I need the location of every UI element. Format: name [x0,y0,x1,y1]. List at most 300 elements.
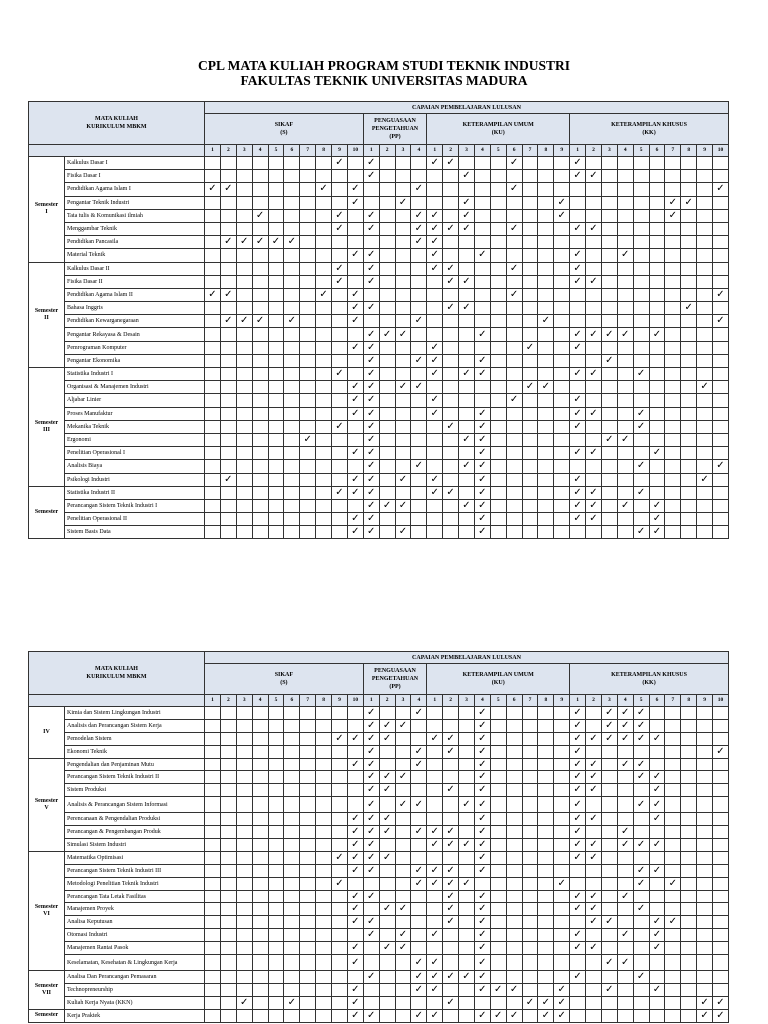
empty-cell [220,839,236,852]
empty-cell [459,745,475,758]
check-mark-icon: ✓ [570,758,586,771]
table-row [29,262,729,275]
empty-cell [601,473,617,486]
empty-cell [284,209,300,222]
check-mark-icon: ✓ [427,354,443,367]
empty-cell [713,447,729,460]
check-mark-icon: ✓ [633,864,649,877]
table-row [29,288,729,301]
empty-cell [379,996,395,1009]
empty-cell [490,745,506,758]
check-mark-icon: ✓ [601,719,617,732]
empty-cell [347,170,363,183]
empty-cell [459,381,475,394]
empty-cell [649,407,665,420]
empty-cell [443,328,459,341]
column-number: 3 [459,145,475,157]
empty-cell [205,420,221,433]
check-mark-icon: ✓ [570,170,586,183]
check-mark-icon: ✓ [474,971,490,984]
empty-cell [252,707,268,720]
empty-cell [697,916,713,929]
check-mark-icon: ✓ [347,302,363,315]
empty-cell [284,288,300,301]
empty-cell [697,499,713,512]
empty-cell [411,732,427,745]
check-mark-icon: ✓ [363,157,379,170]
empty-cell [427,942,443,955]
check-mark-icon: ✓ [586,890,602,903]
empty-cell [713,784,729,797]
empty-cell [220,407,236,420]
empty-cell [268,719,284,732]
empty-cell [633,851,649,864]
empty-cell [220,447,236,460]
empty-cell [363,996,379,1009]
empty-cell [252,797,268,813]
check-mark-icon: ✓ [347,813,363,826]
empty-cell [316,236,332,249]
empty-cell [617,275,633,288]
empty-cell [601,1009,617,1022]
empty-cell [395,183,411,196]
empty-cell [459,771,475,784]
empty-cell [538,797,554,813]
check-mark-icon: ✓ [443,486,459,499]
empty-cell [633,328,649,341]
empty-cell [332,354,348,367]
course-name: Kalkulus Dasar II [65,262,205,275]
empty-cell [411,839,427,852]
check-mark-icon: ✓ [252,236,268,249]
empty-cell [316,499,332,512]
empty-cell [220,420,236,433]
empty-cell [538,368,554,381]
course-name: Perancangan Sistem Teknik Industri III [65,864,205,877]
empty-cell [601,196,617,209]
empty-cell [649,890,665,903]
empty-cell [395,394,411,407]
empty-cell [633,262,649,275]
empty-cell [205,157,221,170]
empty-cell [538,916,554,929]
empty-cell [554,890,570,903]
empty-cell [506,955,522,971]
check-mark-icon: ✓ [713,745,729,758]
table-row [29,236,729,249]
check-mark-icon: ✓ [363,460,379,473]
empty-cell [649,826,665,839]
empty-cell [459,157,475,170]
empty-cell [268,813,284,826]
check-mark-icon: ✓ [363,341,379,354]
empty-cell [316,903,332,916]
empty-cell [633,784,649,797]
empty-cell [284,864,300,877]
check-mark-icon: ✓ [570,513,586,526]
empty-cell [236,771,252,784]
empty-cell [617,903,633,916]
empty-cell [236,302,252,315]
check-mark-icon: ✓ [363,368,379,381]
empty-cell [522,460,538,473]
check-mark-icon: ✓ [570,368,586,381]
column-number: 3 [395,695,411,707]
empty-cell [586,354,602,367]
empty-cell [205,719,221,732]
empty-cell [490,222,506,235]
empty-cell [570,196,586,209]
column-number: 3 [236,695,252,707]
check-mark-icon: ✓ [205,288,221,301]
check-mark-icon: ✓ [347,983,363,996]
empty-cell [236,745,252,758]
check-mark-icon: ✓ [363,707,379,720]
check-mark-icon: ✓ [411,877,427,890]
empty-cell [443,797,459,813]
check-mark-icon: ✓ [363,971,379,984]
empty-cell [252,996,268,1009]
empty-cell [617,354,633,367]
semester-label-line: Semester [34,982,59,989]
empty-cell [570,996,586,1009]
empty-cell [427,183,443,196]
empty-cell [522,368,538,381]
empty-cell [427,513,443,526]
empty-cell [570,315,586,328]
empty-cell [554,942,570,955]
empty-cell [205,996,221,1009]
empty-cell [681,813,697,826]
check-mark-icon: ✓ [347,851,363,864]
empty-cell [443,209,459,222]
empty-cell [316,996,332,1009]
empty-cell [586,236,602,249]
column-number: 1 [205,695,221,707]
empty-cell [617,851,633,864]
empty-cell [395,486,411,499]
empty-cell [586,526,602,539]
check-mark-icon: ✓ [411,955,427,971]
empty-cell [681,249,697,262]
empty-cell [649,996,665,1009]
empty-cell [236,381,252,394]
table-row [29,183,729,196]
table-row [29,394,729,407]
check-mark-icon: ✓ [411,354,427,367]
empty-cell [713,903,729,916]
empty-cell [665,983,681,996]
empty-cell [220,971,236,984]
empty-cell [554,302,570,315]
empty-cell [570,183,586,196]
semester-label [29,157,65,263]
empty-cell [586,262,602,275]
empty-cell [554,719,570,732]
empty-cell [220,196,236,209]
empty-cell [649,209,665,222]
check-mark-icon: ✓ [601,354,617,367]
empty-cell [649,236,665,249]
empty-cell [601,275,617,288]
empty-cell [316,394,332,407]
check-mark-icon: ✓ [570,394,586,407]
check-mark-icon: ✓ [347,513,363,526]
check-mark-icon: ✓ [474,526,490,539]
check-mark-icon: ✓ [649,328,665,341]
empty-cell [554,707,570,720]
empty-cell [284,929,300,942]
check-mark-icon: ✓ [570,707,586,720]
empty-cell [665,839,681,852]
empty-cell [379,262,395,275]
check-mark-icon: ✓ [347,486,363,499]
course-name: Material Teknik [65,249,205,262]
check-mark-icon: ✓ [347,381,363,394]
empty-cell [522,771,538,784]
check-mark-icon: ✓ [570,745,586,758]
check-mark-icon: ✓ [443,839,459,852]
column-number: 2 [220,145,236,157]
check-mark-icon: ✓ [554,196,570,209]
empty-cell [205,275,221,288]
empty-cell [617,196,633,209]
empty-cell [665,275,681,288]
course-name: Kalkulus Dasar I [65,157,205,170]
course-name: Pendidikan Agama Islam I [65,183,205,196]
check-mark-icon: ✓ [633,971,649,984]
empty-cell [649,851,665,864]
check-mark-icon: ✓ [570,420,586,433]
empty-cell [347,368,363,381]
empty-cell [395,745,411,758]
empty-cell [490,526,506,539]
empty-cell [697,209,713,222]
empty-cell [332,890,348,903]
semester-label-line: Semester [34,1012,59,1019]
column-number: 9 [554,145,570,157]
check-mark-icon: ✓ [570,903,586,916]
empty-cell [681,288,697,301]
empty-cell [617,368,633,381]
empty-cell [300,851,316,864]
check-mark-icon: ✓ [570,447,586,460]
empty-cell [236,407,252,420]
empty-cell [633,813,649,826]
empty-cell [713,381,729,394]
table-row [29,971,729,984]
empty-cell [252,813,268,826]
empty-cell [236,526,252,539]
check-mark-icon: ✓ [395,771,411,784]
empty-cell [268,942,284,955]
empty-cell [395,707,411,720]
empty-cell [220,460,236,473]
empty-cell [490,955,506,971]
empty-cell [713,236,729,249]
check-mark-icon: ✓ [617,719,633,732]
empty-cell [665,341,681,354]
empty-cell [697,983,713,996]
empty-cell [586,971,602,984]
empty-cell [617,813,633,826]
empty-cell [205,813,221,826]
empty-cell [617,209,633,222]
empty-cell [697,170,713,183]
empty-cell [363,183,379,196]
check-mark-icon: ✓ [459,222,475,235]
empty-cell [220,813,236,826]
empty-cell [601,864,617,877]
empty-cell [284,499,300,512]
empty-cell [443,955,459,971]
empty-cell [713,797,729,813]
empty-cell [284,262,300,275]
empty-cell [363,236,379,249]
empty-cell [649,341,665,354]
column-number: 5 [633,695,649,707]
empty-cell [379,170,395,183]
empty-cell [633,157,649,170]
course-name: Sistem Basis Data [65,526,205,539]
empty-cell [316,719,332,732]
empty-cell [268,929,284,942]
empty-cell [459,183,475,196]
column-number: 7 [522,695,538,707]
empty-cell [617,447,633,460]
empty-cell [427,903,443,916]
empty-cell [220,499,236,512]
empty-cell [268,916,284,929]
empty-cell [236,839,252,852]
column-number: 10 [347,145,363,157]
check-mark-icon: ✓ [649,929,665,942]
check-mark-icon: ✓ [395,942,411,955]
empty-cell [220,209,236,222]
check-mark-icon: ✓ [601,955,617,971]
empty-cell [633,381,649,394]
empty-cell [601,942,617,955]
check-mark-icon: ✓ [459,209,475,222]
empty-cell [490,851,506,864]
empty-cell [300,209,316,222]
empty-cell [411,499,427,512]
empty-cell [554,354,570,367]
check-mark-icon: ✓ [427,864,443,877]
empty-cell [633,209,649,222]
header-group-ku [427,664,570,695]
empty-cell [395,851,411,864]
semester-label-line: II [44,314,49,321]
check-mark-icon: ✓ [347,183,363,196]
check-mark-icon: ✓ [363,381,379,394]
empty-cell [284,916,300,929]
check-mark-icon: ✓ [570,719,586,732]
empty-cell [332,394,348,407]
empty-cell [490,315,506,328]
group-code: (KU) [491,130,505,136]
empty-cell [379,394,395,407]
empty-cell [665,381,681,394]
empty-cell [252,877,268,890]
check-mark-icon: ✓ [363,771,379,784]
empty-cell [506,381,522,394]
empty-cell [697,183,713,196]
empty-cell [665,447,681,460]
empty-cell [697,262,713,275]
empty-cell [316,797,332,813]
empty-cell [633,275,649,288]
check-mark-icon: ✓ [252,315,268,328]
empty-cell [284,903,300,916]
column-number: 4 [617,695,633,707]
empty-cell [665,368,681,381]
empty-cell [268,157,284,170]
empty-cell [633,916,649,929]
table-row [29,486,729,499]
empty-cell [443,513,459,526]
empty-cell [395,236,411,249]
empty-cell [459,513,475,526]
empty-cell [252,420,268,433]
empty-cell [284,368,300,381]
check-mark-icon: ✓ [395,328,411,341]
empty-cell [427,447,443,460]
empty-cell [649,275,665,288]
check-mark-icon: ✓ [395,929,411,942]
column-number: 5 [633,145,649,157]
check-mark-icon: ✓ [363,526,379,539]
empty-cell [347,719,363,732]
empty-cell [649,420,665,433]
empty-cell [713,864,729,877]
empty-cell [713,732,729,745]
empty-cell [205,368,221,381]
column-number: 3 [601,695,617,707]
empty-cell [570,877,586,890]
empty-cell [601,971,617,984]
empty-cell [633,341,649,354]
semester-label-line: Semester [34,202,59,209]
empty-cell [205,341,221,354]
check-mark-icon: ✓ [220,315,236,328]
semester-label-line: VII [41,989,51,996]
check-mark-icon: ✓ [363,209,379,222]
empty-cell [586,249,602,262]
course-name: Statistika Industri II [65,486,205,499]
empty-cell [316,864,332,877]
empty-cell [300,262,316,275]
empty-cell [268,839,284,852]
empty-cell [236,1009,252,1022]
empty-cell [681,916,697,929]
empty-cell [284,983,300,996]
empty-cell [538,341,554,354]
empty-cell [395,784,411,797]
empty-cell [649,473,665,486]
empty-cell [490,170,506,183]
empty-cell [697,784,713,797]
empty-cell [316,222,332,235]
empty-cell [332,758,348,771]
empty-cell [681,839,697,852]
empty-cell [363,942,379,955]
empty-cell [601,745,617,758]
check-mark-icon: ✓ [474,1009,490,1022]
empty-cell [713,341,729,354]
empty-cell [395,890,411,903]
empty-cell [538,157,554,170]
